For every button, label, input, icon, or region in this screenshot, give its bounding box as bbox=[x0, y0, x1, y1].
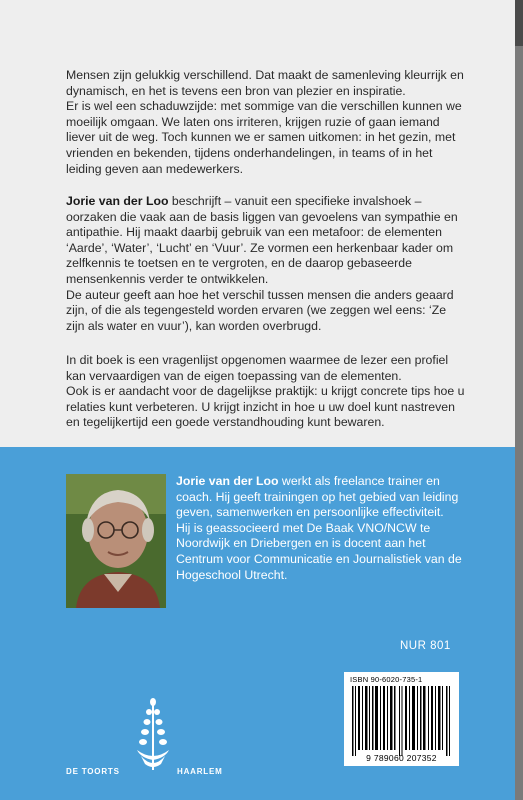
practical-block bbox=[66, 353, 466, 431]
spine-top-band bbox=[515, 0, 523, 46]
isbn-barcode bbox=[344, 672, 459, 766]
book-spine bbox=[515, 0, 523, 800]
practical-paragraph-2: Ook is er aandacht voor de dagelijkse praktijk: u krijgt concrete tips hoe u relaties kunt verbeteren. U krijgt inzicht in hoe u uw doel kunt nastreven en tegelijkertijd een goede verstandhouding kunt bewaren. bbox=[66, 384, 465, 430]
intro-block bbox=[66, 68, 466, 177]
publisher-name: DE TOORTS bbox=[66, 767, 120, 776]
intro-paragraph-2: Er is wel een schaduwzijde: met sommige van die verschillen kunnen we moeilijk omgaan. We laten ons irriteren, krijgen ruzie of gaan iemand liever uit de weg. Toch kunnen we er samen uitkomen: in het gezin, met vrienden en bekenden, tijdens onderhandelingen, in teams of in het leiding geven aan medewerkers. bbox=[66, 99, 462, 176]
nur-code: NUR 801 bbox=[400, 640, 451, 652]
bio-paragraph-1 bbox=[176, 474, 462, 521]
author-name: Jorie van der Loo bbox=[66, 194, 169, 208]
publisher-city: HAARLEM bbox=[177, 767, 223, 776]
author-bio bbox=[176, 474, 462, 583]
isbn-label: ISBN 90-6020-735-1 bbox=[350, 675, 423, 684]
author-photo bbox=[66, 474, 166, 608]
practical-paragraph-1: In dit boek is een vragenlijst opgenomen waarmee de lezer een profiel kan vervaardigen van de eigen toepassing van de elementen. bbox=[66, 353, 449, 383]
description-text: beschrijft – vanuit een specifieke invalshoek – oorzaken die vaak aan de basis liggen van gevoelens van sympathie en antipathie. Hij maakt daarbij gebruik van een metafoor: de elementen ‘Aarde’, ‘Water’, ‘Lucht’ en ‘Vuur’. Ze vormen een herkenbaar kader om zelfkennis te toetsen en te vergroten, en de daarop gebaseerde mensenkennis verder te ontwikkelen. bbox=[66, 194, 458, 286]
bio-author-name: Jorie van der Loo bbox=[176, 474, 279, 488]
description-paragraph-2: De auteur geeft aan hoe het verschil tussen mensen die anders geaard zijn, of die als tegengesteld worden ervaren (we zeggen wel eens: ‘Ze zijn als water en vuur’), kan worden overbrugd. bbox=[66, 287, 454, 333]
description-block bbox=[66, 194, 466, 334]
barcode-digits: 9 789060 207352 bbox=[366, 753, 437, 763]
barcode-bars-icon bbox=[344, 672, 459, 766]
bio-paragraph-2: Hij is geassocieerd met De Baak VNO/NCW te Noordwijk en Driebergen en is docent aan het Centrum voor Communicatie en Journalistiek van de Hogeschool Utrecht. bbox=[176, 520, 462, 582]
intro-paragraph-1: Mensen zijn gelukkig verschillend. Dat maakt de samenleving kleurrijk en dynamisch, en het is tevens een bron van plezier en inspiratie. bbox=[66, 68, 464, 98]
description-paragraph-1 bbox=[66, 194, 466, 288]
bio-text: werkt als freelance trainer en coach. Hij geeft trainingen op het gebied van leiding geven, samenwerken en persoonlijke effectiviteit. bbox=[176, 474, 459, 520]
